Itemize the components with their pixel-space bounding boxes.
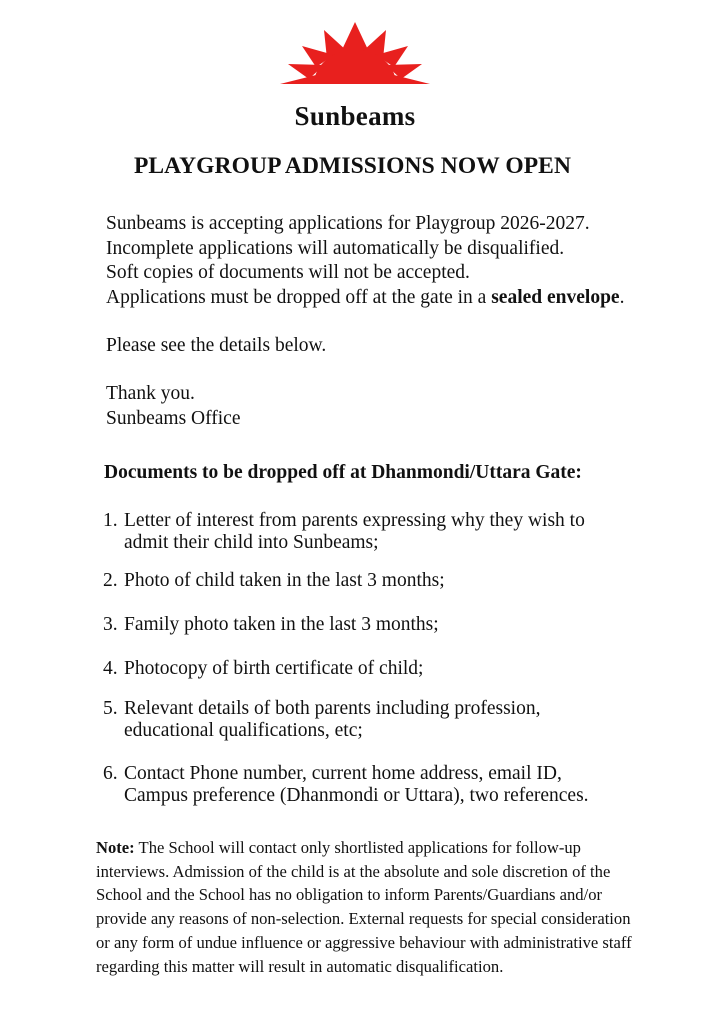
note-line: provide any reasons of non-selection. External requests for special consideration bbox=[96, 909, 631, 929]
thanks-text: Thank you. bbox=[106, 383, 195, 404]
intro-line: Sunbeams is accepting applications for Playgroup 2026-2027. bbox=[106, 213, 590, 234]
list-item bbox=[103, 614, 439, 636]
list-item bbox=[103, 698, 540, 742]
list-item bbox=[103, 510, 585, 554]
intro-line-envelope bbox=[106, 286, 624, 311]
list-line: Contact Phone number, current home address, email ID, bbox=[124, 763, 562, 784]
list-item bbox=[103, 763, 589, 807]
note-line: or any form of undue influence or aggressive behaviour with administrative staff bbox=[96, 932, 632, 952]
intro-text: . bbox=[619, 286, 625, 308]
list-number: 4. bbox=[103, 658, 118, 679]
intro-line: Incomplete applications will automatically be disqualified. bbox=[106, 237, 565, 259]
note-text: The School will contact only shortlisted applications for follow-up bbox=[134, 838, 581, 857]
list-line: Relevant details of both parents including profession, bbox=[124, 698, 541, 719]
intro-text: Applications must be dropped off at the gate in a bbox=[106, 286, 492, 308]
list-line: Family photo taken in the last 3 months; bbox=[124, 614, 439, 635]
sunbeams-logo bbox=[272, 22, 438, 131]
logo-wordmark: Sunbeams bbox=[294, 101, 416, 131]
details-text: Please see the details below. bbox=[106, 335, 327, 356]
note-label: Note: bbox=[96, 838, 135, 857]
list-item bbox=[103, 570, 445, 592]
sealed-envelope-emphasis: sealed envelope bbox=[491, 286, 620, 308]
documents-heading: Documents to be dropped off at Dhanmondi/Uttara Gate: bbox=[104, 462, 582, 483]
note-line: regarding this matter will result in automatic disqualification. bbox=[96, 956, 504, 976]
list-number: 2. bbox=[103, 570, 118, 591]
list-line: Letter of interest from parents expressing why they wish to bbox=[124, 510, 585, 531]
page-title: PLAYGROUP ADMISSIONS NOW OPEN bbox=[133, 153, 572, 179]
intro-paragraph bbox=[106, 212, 624, 310]
list-number: 1. bbox=[103, 510, 118, 531]
closing-block bbox=[106, 382, 240, 431]
list-number: 6. bbox=[103, 763, 118, 784]
list-text bbox=[124, 510, 585, 554]
list-text bbox=[124, 763, 589, 807]
note-line: interviews. Admission of the child is at the absolute and sole discretion of the bbox=[96, 861, 611, 881]
signature: Sunbeams Office bbox=[106, 407, 241, 429]
sun-icon bbox=[280, 22, 430, 102]
note-line bbox=[96, 836, 676, 860]
note-line: School and the School has no obligation to inform Parents/Guardians and/or bbox=[96, 885, 603, 905]
list-line: admit their child into Sunbeams; bbox=[124, 532, 379, 553]
list-number: 3. bbox=[103, 614, 118, 635]
list-number: 5. bbox=[103, 698, 118, 719]
list-item bbox=[103, 658, 423, 680]
list-line: Photocopy of birth certificate of child; bbox=[124, 658, 424, 679]
list-line: Photo of child taken in the last 3 months; bbox=[124, 570, 445, 591]
list-text bbox=[124, 698, 540, 742]
list-line: educational qualifications, etc; bbox=[124, 720, 363, 741]
intro-line: Soft copies of documents will not be accepted. bbox=[106, 262, 470, 283]
note-paragraph bbox=[96, 836, 676, 978]
list-line: Campus preference (Dhanmondi or Uttara), two references. bbox=[124, 785, 589, 806]
